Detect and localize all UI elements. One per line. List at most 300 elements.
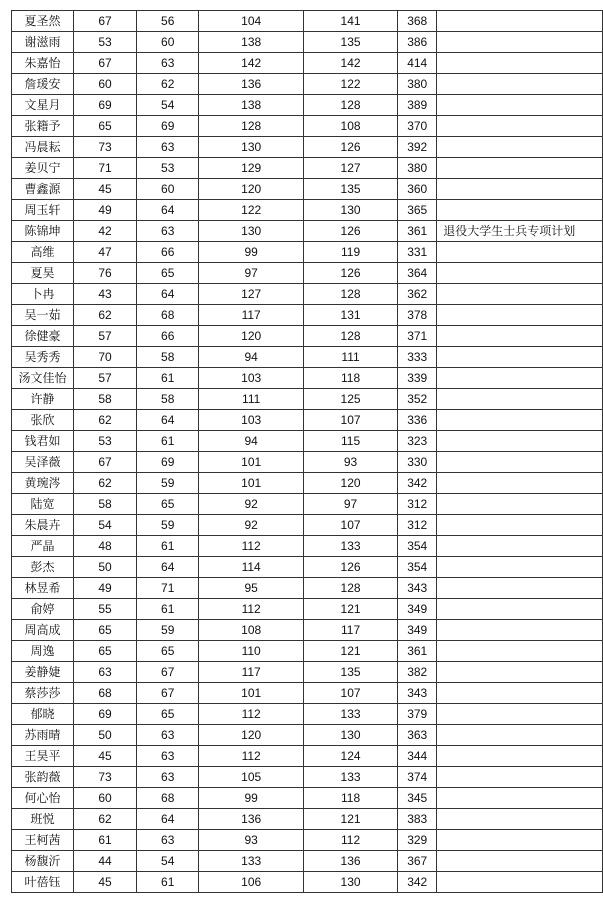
score-cell-1: 71 — [73, 158, 136, 179]
table-row — [12, 53, 603, 74]
score-cell-4: 112 — [303, 830, 397, 851]
total-score-cell: 343 — [398, 683, 437, 704]
table-row — [12, 704, 603, 725]
table-row — [12, 746, 603, 767]
score-cell-3: 97 — [199, 263, 304, 284]
score-cell-1: 48 — [73, 536, 136, 557]
table-row — [12, 116, 603, 137]
total-score-cell: 361 — [398, 641, 437, 662]
score-cell-2: 54 — [137, 95, 199, 116]
table-row — [12, 494, 603, 515]
total-score-cell: 392 — [398, 137, 437, 158]
score-cell-3: 120 — [199, 326, 304, 347]
score-cell-2: 66 — [137, 242, 199, 263]
total-score-cell: 362 — [398, 284, 437, 305]
score-cell-3: 99 — [199, 788, 304, 809]
student-name-cell: 苏雨晴 — [12, 725, 74, 746]
student-name-cell: 吴泽薇 — [12, 452, 74, 473]
student-name-cell: 夏圣然 — [12, 11, 74, 32]
remark-cell — [437, 767, 603, 788]
score-cell-3: 136 — [199, 809, 304, 830]
score-cell-1: 62 — [73, 809, 136, 830]
score-cell-4: 97 — [303, 494, 397, 515]
score-cell-3: 110 — [199, 641, 304, 662]
total-score-cell: 365 — [398, 200, 437, 221]
total-score-cell: 386 — [398, 32, 437, 53]
score-cell-2: 64 — [137, 557, 199, 578]
total-score-cell: 329 — [398, 830, 437, 851]
student-name-cell: 周玉轩 — [12, 200, 74, 221]
score-cell-4: 131 — [303, 305, 397, 326]
remark-cell: 退役大学生士兵专项计划 — [437, 221, 603, 242]
remark-cell — [437, 599, 603, 620]
remark-cell — [437, 200, 603, 221]
student-name-cell: 姜贝宁 — [12, 158, 74, 179]
table-row — [12, 158, 603, 179]
score-cell-2: 59 — [137, 473, 199, 494]
score-cell-2: 63 — [137, 221, 199, 242]
table-row — [12, 32, 603, 53]
score-cell-3: 101 — [199, 473, 304, 494]
score-cell-2: 60 — [137, 179, 199, 200]
score-cell-2: 59 — [137, 620, 199, 641]
score-cell-4: 121 — [303, 599, 397, 620]
remark-cell — [437, 305, 603, 326]
table-row — [12, 326, 603, 347]
remark-cell — [437, 746, 603, 767]
table-row — [12, 452, 603, 473]
score-cell-2: 58 — [137, 347, 199, 368]
score-cell-3: 138 — [199, 32, 304, 53]
score-cell-4: 133 — [303, 536, 397, 557]
remark-cell — [437, 116, 603, 137]
score-cell-4: 126 — [303, 137, 397, 158]
score-cell-4: 124 — [303, 746, 397, 767]
total-score-cell: 414 — [398, 53, 437, 74]
remark-cell — [437, 95, 603, 116]
remark-cell — [437, 242, 603, 263]
total-score-cell: 382 — [398, 662, 437, 683]
student-name-cell: 俞婷 — [12, 599, 74, 620]
total-score-cell: 378 — [398, 305, 437, 326]
remark-cell — [437, 53, 603, 74]
score-cell-1: 65 — [73, 116, 136, 137]
score-cell-4: 121 — [303, 641, 397, 662]
score-cell-1: 76 — [73, 263, 136, 284]
student-name-cell: 蔡莎莎 — [12, 683, 74, 704]
total-score-cell: 380 — [398, 74, 437, 95]
remark-cell — [437, 683, 603, 704]
total-score-cell: 374 — [398, 767, 437, 788]
score-cell-4: 128 — [303, 326, 397, 347]
total-score-cell: 380 — [398, 158, 437, 179]
score-cell-4: 130 — [303, 725, 397, 746]
total-score-cell: 349 — [398, 599, 437, 620]
remark-cell — [437, 494, 603, 515]
student-name-cell: 叶蓓钰 — [12, 872, 74, 893]
score-cell-3: 94 — [199, 431, 304, 452]
score-cell-3: 128 — [199, 116, 304, 137]
student-name-cell: 张欣 — [12, 410, 74, 431]
score-table-body — [12, 11, 603, 893]
total-score-cell: 352 — [398, 389, 437, 410]
score-table — [11, 10, 603, 893]
total-score-cell: 323 — [398, 431, 437, 452]
score-cell-1: 58 — [73, 389, 136, 410]
remark-cell — [437, 725, 603, 746]
score-cell-1: 55 — [73, 599, 136, 620]
score-cell-4: 119 — [303, 242, 397, 263]
score-cell-3: 112 — [199, 599, 304, 620]
score-cell-4: 142 — [303, 53, 397, 74]
score-cell-4: 118 — [303, 368, 397, 389]
score-cell-2: 63 — [137, 767, 199, 788]
score-cell-2: 58 — [137, 389, 199, 410]
student-name-cell: 吴秀秀 — [12, 347, 74, 368]
remark-cell — [437, 557, 603, 578]
remark-cell — [437, 389, 603, 410]
score-cell-3: 133 — [199, 851, 304, 872]
remark-cell — [437, 662, 603, 683]
score-cell-1: 44 — [73, 851, 136, 872]
student-name-cell: 汤文佳怡 — [12, 368, 74, 389]
student-name-cell: 何心怡 — [12, 788, 74, 809]
remark-cell — [437, 578, 603, 599]
total-score-cell: 349 — [398, 620, 437, 641]
score-cell-1: 65 — [73, 641, 136, 662]
score-cell-3: 103 — [199, 368, 304, 389]
total-score-cell: 367 — [398, 851, 437, 872]
score-cell-3: 112 — [199, 704, 304, 725]
total-score-cell: 312 — [398, 494, 437, 515]
total-score-cell: 383 — [398, 809, 437, 830]
score-cell-2: 63 — [137, 830, 199, 851]
table-row — [12, 515, 603, 536]
score-cell-3: 103 — [199, 410, 304, 431]
score-cell-1: 67 — [73, 11, 136, 32]
table-row — [12, 536, 603, 557]
table-row — [12, 95, 603, 116]
total-score-cell: 389 — [398, 95, 437, 116]
score-cell-4: 107 — [303, 515, 397, 536]
score-cell-4: 135 — [303, 32, 397, 53]
score-cell-1: 57 — [73, 368, 136, 389]
remark-cell — [437, 620, 603, 641]
remark-cell — [437, 158, 603, 179]
total-score-cell: 330 — [398, 452, 437, 473]
score-cell-2: 69 — [137, 452, 199, 473]
total-score-cell: 379 — [398, 704, 437, 725]
score-cell-1: 67 — [73, 53, 136, 74]
score-cell-3: 105 — [199, 767, 304, 788]
score-cell-2: 68 — [137, 788, 199, 809]
score-cell-2: 65 — [137, 494, 199, 515]
score-cell-3: 130 — [199, 221, 304, 242]
score-cell-4: 125 — [303, 389, 397, 410]
score-cell-1: 45 — [73, 872, 136, 893]
score-cell-1: 60 — [73, 74, 136, 95]
remark-cell — [437, 872, 603, 893]
score-cell-2: 61 — [137, 536, 199, 557]
student-name-cell: 夏昊 — [12, 263, 74, 284]
score-cell-4: 130 — [303, 872, 397, 893]
student-name-cell: 谢滋雨 — [12, 32, 74, 53]
score-cell-3: 94 — [199, 347, 304, 368]
score-cell-2: 66 — [137, 326, 199, 347]
student-name-cell: 徐健豪 — [12, 326, 74, 347]
total-score-cell: 361 — [398, 221, 437, 242]
score-cell-3: 120 — [199, 179, 304, 200]
score-cell-4: 107 — [303, 683, 397, 704]
score-cell-3: 106 — [199, 872, 304, 893]
score-cell-4: 133 — [303, 704, 397, 725]
score-cell-2: 67 — [137, 683, 199, 704]
score-cell-4: 128 — [303, 284, 397, 305]
score-cell-3: 101 — [199, 452, 304, 473]
table-row — [12, 599, 603, 620]
student-name-cell: 姜静婕 — [12, 662, 74, 683]
score-cell-1: 68 — [73, 683, 136, 704]
score-cell-3: 120 — [199, 725, 304, 746]
student-name-cell: 王柯茜 — [12, 830, 74, 851]
score-cell-4: 118 — [303, 788, 397, 809]
score-cell-2: 62 — [137, 74, 199, 95]
score-cell-1: 62 — [73, 410, 136, 431]
student-name-cell: 周高成 — [12, 620, 74, 641]
score-cell-1: 53 — [73, 32, 136, 53]
student-name-cell: 周逸 — [12, 641, 74, 662]
table-row — [12, 74, 603, 95]
score-cell-2: 67 — [137, 662, 199, 683]
remark-cell — [437, 452, 603, 473]
table-row — [12, 851, 603, 872]
table-row — [12, 200, 603, 221]
remark-cell — [437, 263, 603, 284]
table-row — [12, 242, 603, 263]
student-name-cell: 卜冉 — [12, 284, 74, 305]
total-score-cell: 354 — [398, 557, 437, 578]
remark-cell — [437, 431, 603, 452]
remark-cell — [437, 11, 603, 32]
table-row — [12, 767, 603, 788]
table-row — [12, 410, 603, 431]
table-row — [12, 11, 603, 32]
score-cell-1: 60 — [73, 788, 136, 809]
score-cell-1: 61 — [73, 830, 136, 851]
remark-cell — [437, 704, 603, 725]
score-cell-1: 73 — [73, 137, 136, 158]
student-name-cell: 陈锦坤 — [12, 221, 74, 242]
total-score-cell: 342 — [398, 473, 437, 494]
table-row — [12, 725, 603, 746]
score-cell-2: 64 — [137, 410, 199, 431]
remark-cell — [437, 788, 603, 809]
table-row — [12, 641, 603, 662]
score-cell-4: 107 — [303, 410, 397, 431]
total-score-cell: 333 — [398, 347, 437, 368]
score-cell-1: 69 — [73, 95, 136, 116]
total-score-cell: 336 — [398, 410, 437, 431]
table-row — [12, 431, 603, 452]
score-cell-1: 49 — [73, 578, 136, 599]
student-name-cell: 严晶 — [12, 536, 74, 557]
remark-cell — [437, 515, 603, 536]
score-cell-2: 61 — [137, 599, 199, 620]
student-name-cell: 朱嘉怡 — [12, 53, 74, 74]
score-cell-4: 121 — [303, 809, 397, 830]
score-cell-3: 108 — [199, 620, 304, 641]
score-cell-2: 69 — [137, 116, 199, 137]
score-cell-3: 111 — [199, 389, 304, 410]
score-cell-1: 54 — [73, 515, 136, 536]
score-cell-1: 43 — [73, 284, 136, 305]
score-cell-2: 63 — [137, 746, 199, 767]
score-cell-4: 111 — [303, 347, 397, 368]
score-cell-4: 135 — [303, 179, 397, 200]
score-cell-1: 42 — [73, 221, 136, 242]
score-cell-1: 62 — [73, 473, 136, 494]
student-name-cell: 林昱希 — [12, 578, 74, 599]
total-score-cell: 363 — [398, 725, 437, 746]
score-cell-3: 138 — [199, 95, 304, 116]
table-row — [12, 284, 603, 305]
score-cell-3: 136 — [199, 74, 304, 95]
score-cell-4: 130 — [303, 200, 397, 221]
remark-cell — [437, 347, 603, 368]
score-cell-1: 50 — [73, 557, 136, 578]
student-name-cell: 钱君如 — [12, 431, 74, 452]
score-cell-4: 127 — [303, 158, 397, 179]
score-cell-3: 112 — [199, 536, 304, 557]
score-cell-4: 122 — [303, 74, 397, 95]
remark-cell — [437, 410, 603, 431]
score-cell-4: 126 — [303, 263, 397, 284]
score-cell-2: 64 — [137, 200, 199, 221]
total-score-cell: 339 — [398, 368, 437, 389]
student-name-cell: 陆宽 — [12, 494, 74, 515]
score-cell-3: 92 — [199, 515, 304, 536]
remark-cell — [437, 473, 603, 494]
score-cell-3: 112 — [199, 746, 304, 767]
score-cell-3: 127 — [199, 284, 304, 305]
score-cell-3: 142 — [199, 53, 304, 74]
score-cell-2: 53 — [137, 158, 199, 179]
student-name-cell: 郁晓 — [12, 704, 74, 725]
remark-cell — [437, 830, 603, 851]
score-cell-4: 126 — [303, 557, 397, 578]
score-cell-2: 64 — [137, 809, 199, 830]
score-cell-2: 56 — [137, 11, 199, 32]
score-cell-2: 65 — [137, 263, 199, 284]
score-cell-2: 60 — [137, 32, 199, 53]
score-cell-1: 50 — [73, 725, 136, 746]
score-cell-1: 53 — [73, 431, 136, 452]
score-cell-2: 68 — [137, 305, 199, 326]
score-cell-2: 61 — [137, 431, 199, 452]
table-row — [12, 137, 603, 158]
student-name-cell: 冯晨耘 — [12, 137, 74, 158]
student-name-cell: 许静 — [12, 389, 74, 410]
score-cell-3: 114 — [199, 557, 304, 578]
total-score-cell: 331 — [398, 242, 437, 263]
table-row — [12, 389, 603, 410]
total-score-cell: 364 — [398, 263, 437, 284]
remark-cell — [437, 368, 603, 389]
table-row — [12, 809, 603, 830]
score-cell-2: 65 — [137, 704, 199, 725]
score-cell-1: 67 — [73, 452, 136, 473]
score-cell-4: 93 — [303, 452, 397, 473]
score-cell-2: 63 — [137, 725, 199, 746]
score-cell-4: 126 — [303, 221, 397, 242]
total-score-cell: 368 — [398, 11, 437, 32]
score-cell-3: 93 — [199, 830, 304, 851]
score-cell-1: 73 — [73, 767, 136, 788]
score-cell-3: 130 — [199, 137, 304, 158]
score-cell-2: 61 — [137, 872, 199, 893]
remark-cell — [437, 137, 603, 158]
table-row — [12, 305, 603, 326]
total-score-cell: 342 — [398, 872, 437, 893]
remark-cell — [437, 641, 603, 662]
score-cell-4: 108 — [303, 116, 397, 137]
table-row — [12, 578, 603, 599]
total-score-cell: 370 — [398, 116, 437, 137]
score-cell-1: 47 — [73, 242, 136, 263]
table-row — [12, 368, 603, 389]
score-cell-3: 117 — [199, 662, 304, 683]
table-row — [12, 872, 603, 893]
score-cell-1: 63 — [73, 662, 136, 683]
score-cell-1: 69 — [73, 704, 136, 725]
score-cell-2: 54 — [137, 851, 199, 872]
student-name-cell: 高维 — [12, 242, 74, 263]
table-row — [12, 788, 603, 809]
score-cell-3: 101 — [199, 683, 304, 704]
total-score-cell: 345 — [398, 788, 437, 809]
score-cell-4: 115 — [303, 431, 397, 452]
score-cell-3: 117 — [199, 305, 304, 326]
score-cell-1: 65 — [73, 620, 136, 641]
score-cell-3: 99 — [199, 242, 304, 263]
student-name-cell: 杨馥沂 — [12, 851, 74, 872]
student-name-cell: 张韵薇 — [12, 767, 74, 788]
student-name-cell: 彭杰 — [12, 557, 74, 578]
score-cell-1: 62 — [73, 305, 136, 326]
total-score-cell: 354 — [398, 536, 437, 557]
score-cell-2: 65 — [137, 641, 199, 662]
score-cell-2: 59 — [137, 515, 199, 536]
student-name-cell: 黄琬涔 — [12, 473, 74, 494]
table-row — [12, 263, 603, 284]
score-cell-2: 71 — [137, 578, 199, 599]
student-name-cell: 王昊平 — [12, 746, 74, 767]
score-cell-3: 122 — [199, 200, 304, 221]
remark-cell — [437, 74, 603, 95]
remark-cell — [437, 179, 603, 200]
total-score-cell: 360 — [398, 179, 437, 200]
table-row — [12, 830, 603, 851]
table-row — [12, 347, 603, 368]
score-cell-4: 120 — [303, 473, 397, 494]
score-cell-3: 104 — [199, 11, 304, 32]
table-row — [12, 683, 603, 704]
score-cell-2: 63 — [137, 53, 199, 74]
score-cell-1: 45 — [73, 179, 136, 200]
score-cell-1: 49 — [73, 200, 136, 221]
student-name-cell: 文星月 — [12, 95, 74, 116]
total-score-cell: 371 — [398, 326, 437, 347]
